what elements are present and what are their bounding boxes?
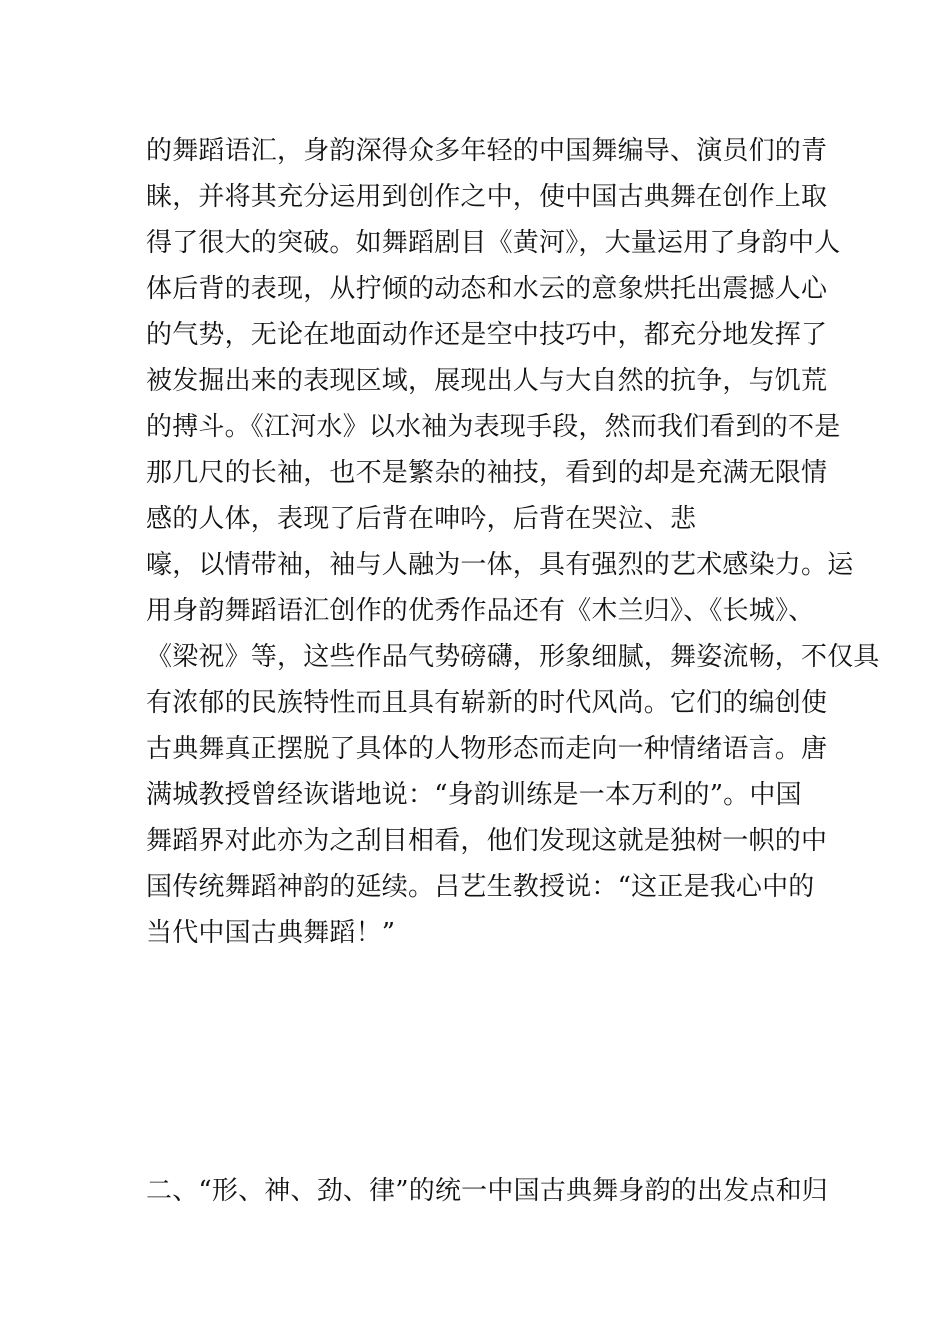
paragraph-line-7: 的搏斗。《江河水》以水袖为表现手段，然而我们看到的不是: [146, 412, 841, 442]
paragraph-line-4: 体后背的表现，从拧倾的动态和水云的意象烘托出震撼人心: [146, 274, 828, 304]
paragraph-line-18: 当代中国古典舞蹈！”: [146, 918, 396, 948]
paragraph-line-8: 那几尺的长袖，也不是繁杂的袖技，看到的却是充满无限情: [146, 458, 828, 488]
paragraph-line-3: 得了很大的突破。如舞蹈剧目《黄河》，大量运用了身韵中人: [146, 228, 841, 258]
section-heading: 二、“形、神、劲、律”的统一中国古典舞身韵的出发点和归: [146, 1176, 828, 1206]
paragraph-line-16: 舞蹈界对此亦为之刮目相看，他们发现这就是独树一帜的中: [146, 826, 828, 856]
paragraph-line-10: 嚎，以情带袖，袖与人融为一体，具有强烈的艺术感染力。运: [146, 550, 854, 580]
paragraph-line-15: 满城教授曾经诙谐地说：“身韵训练是一本万利的”。中国: [146, 780, 802, 810]
paragraph-line-12: 《梁祝》等，这些作品气势磅礴，形象细腻，舞姿流畅，不仅具: [146, 642, 880, 672]
paragraph-line-5: 的气势，无论在地面动作还是空中技巧中，都充分地发挥了: [146, 320, 828, 350]
paragraph-line-17: 国传统舞蹈神韵的延续。吕艺生教授说：“这正是我心中的: [146, 872, 815, 902]
paragraph-line-1: 的舞蹈语汇，身韵深得众多年轻的中国舞编导、演员们的青: [146, 136, 828, 166]
paragraph-line-6: 被发掘出来的表现区域，展现出人与大自然的抗争，与饥荒: [146, 366, 828, 396]
paragraph-line-13: 有浓郁的民族特性而且具有崭新的时代风尚。它们的编创使: [146, 688, 828, 718]
paragraph-line-9: 感的人体，表现了后背在呻吟，后背在哭泣、悲: [146, 504, 697, 534]
body-paragraph: [146, 128, 880, 956]
paragraph-line-2: 睐，并将其充分运用到创作之中，使中国古典舞在创作上取: [146, 182, 828, 212]
paragraph-line-11: 用身韵舞蹈语汇创作的优秀作品还有《木兰归》、《长城》、: [146, 596, 815, 626]
paragraph-line-14: 古典舞真正摆脱了具体的人物形态而走向一种情绪语言。唐: [146, 734, 828, 764]
